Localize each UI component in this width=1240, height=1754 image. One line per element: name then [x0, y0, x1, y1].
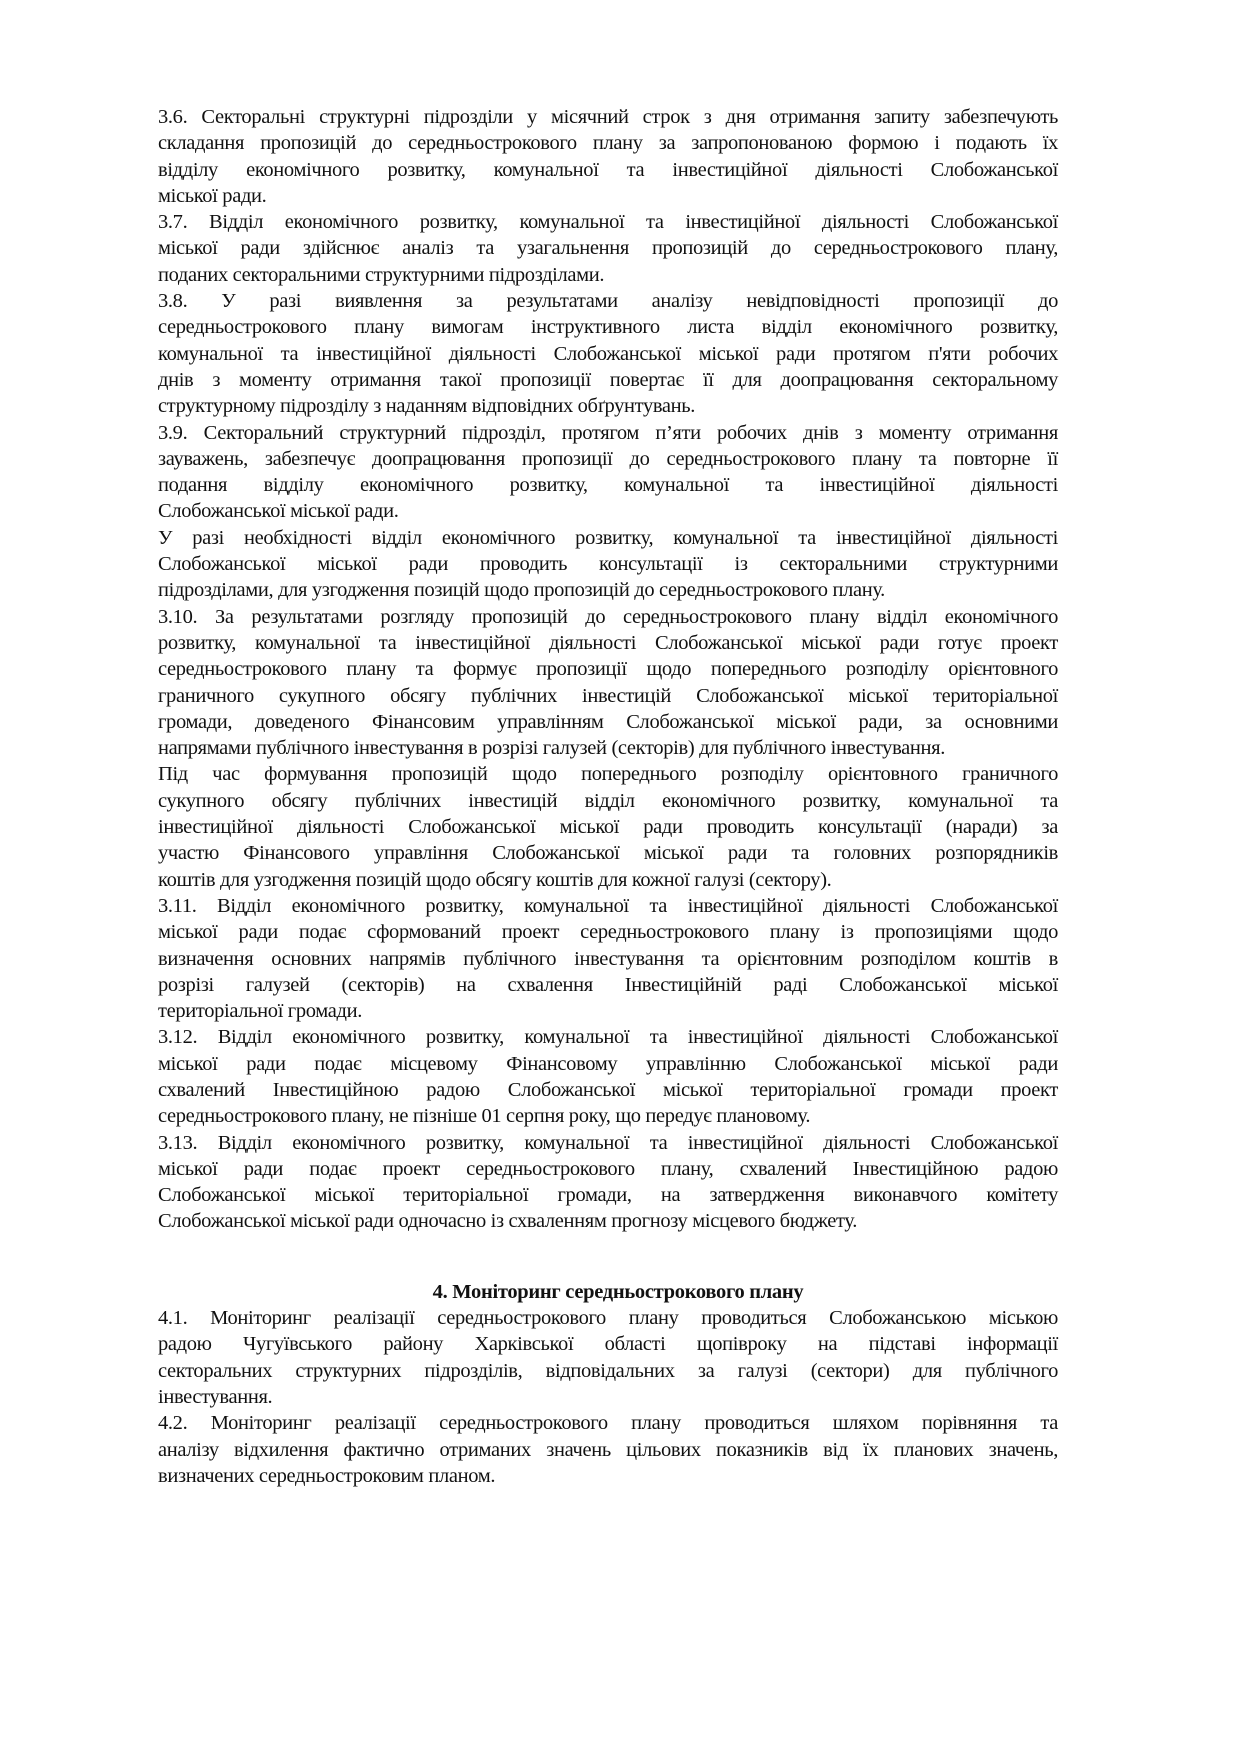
text-line: радою Чугуївського району Харківської області щопівроку на підставі інформації [158, 1333, 1058, 1356]
text-line: 3.10. За результатами розгляду пропозицій до середньострокового плану відділ економічного [158, 605, 1058, 628]
text-line: розрізі галузей (секторів) на схвалення Інвестиційній раді Слобожанської міської [158, 973, 1058, 996]
text-line: розвитку, комунальної та інвестиційної діяльності Слобожанської міської ради готує проект [158, 631, 1058, 654]
text-line: Під час формування пропозицій щодо попереднього розподілу орієнтовного граничного [158, 763, 1058, 786]
text-line: 4.1. Моніторинг реалізації середньострокового плану проводиться Слобожанською міською [158, 1307, 1058, 1330]
text-line: міської ради. [158, 184, 267, 207]
text-line: визначених середньостроковим планом. [158, 1464, 496, 1487]
text-line: комунальної та інвестиційної діяльності Слобожанської міської ради протягом п'яти робочих [158, 342, 1058, 365]
paragraph [158, 1305, 1058, 1410]
text-line: складання пропозицій до середньострокового плану за запропонованою формою і подають їх [158, 132, 1058, 155]
text-line: 3.8. У разі виявлення за результатами аналізу невідповідності пропозиції до [158, 290, 1058, 313]
text-line: Слобожанської міської ради. [158, 500, 399, 523]
text-line: 3.6. Секторальні структурні підрозділи у місячний строк з дня отримання запиту забезпечують [158, 106, 1058, 128]
text-line: Слобожанської міської ради проводить консультації із секторальними структурними [158, 553, 1058, 576]
text-line: міської ради здійснює аналіз та узагальнення пропозицій до середньострокового плану, [158, 237, 1058, 260]
text-line: 3.11. Відділ економічного розвитку, комунальної та інвестиційної діяльності Слобожанської [158, 894, 1058, 917]
text-line: сукупного обсягу публічних інвестицій відділ економічного розвитку, комунальної та [158, 789, 1058, 812]
paragraph [158, 288, 1058, 419]
text-line: 4.2. Моніторинг реалізації середньострокового плану проводиться шляхом порівняння та [158, 1412, 1058, 1435]
text-line: участю Фінансового управління Слобожанської міської ради та головних розпорядників [158, 842, 1058, 865]
paragraph [158, 1410, 1058, 1489]
text-line: середньострокового плану вимогам інструктивного листа відділ економічного розвитку, [158, 316, 1058, 339]
text-line: 3.12. Відділ економічного розвитку, комунальної та інвестиційної діяльності Слобожанської [158, 1026, 1058, 1049]
text-line: поданих секторальними структурними підрозділами. [158, 263, 605, 286]
text-line: інвестиційної діяльності Слобожанської міської ради проводить консультації (наради) за [158, 816, 1058, 839]
text-line: напрямами публічного інвестування в розрізі галузей (секторів) для публічного інвестування. [158, 737, 945, 760]
section-4-heading: 4. Моніторинг середньострокового плану [432, 1280, 804, 1303]
text-line: підрозділами, для узгодження позицій щодо пропозицій до середньострокового плану. [158, 579, 885, 602]
paragraph [158, 525, 1058, 604]
text-line: інвестування. [158, 1385, 273, 1408]
paragraph [158, 761, 1058, 892]
paragraph [158, 209, 1058, 288]
text-line: визначення основних напрямів публічного інвестування та орієнтовним розподілом коштів в [158, 947, 1058, 970]
text-line: граничного сукупного обсягу публічних інвестицій Слобожанської міської територіальної [158, 684, 1058, 707]
paragraph [158, 104, 1058, 209]
paragraph [158, 420, 1058, 525]
section-4 [158, 1305, 1058, 1489]
paragraph [158, 1024, 1058, 1129]
paragraph [158, 1130, 1058, 1235]
text-line: схвалений Інвестиційною радою Слобожанської міської територіальної громади проект [158, 1078, 1058, 1101]
text-line: середньострокового плану, не пізніше 01 серпня року, що передує плановому. [158, 1105, 811, 1128]
text-line: подання відділу економічного розвитку, комунальної та інвестиційної діяльності [158, 474, 1058, 497]
section-3 [158, 104, 1058, 1235]
text-line: Слобожанської міської територіальної громади, на затвердження виконавчого комітету [158, 1184, 1058, 1207]
text-line: відділу економічного розвитку, комунальної та інвестиційної діяльності Слобожанської [158, 158, 1058, 181]
text-line: міської ради подає місцевому Фінансовому управлінню Слобожанської міської ради [158, 1052, 1058, 1075]
text-line: міської ради подає проект середньострокового плану, схвалений Інвестиційною радою [158, 1157, 1058, 1180]
paragraph [158, 893, 1058, 1024]
text-line: середньострокового плану та формує пропозиції щодо попереднього розподілу орієнтовного [158, 658, 1058, 681]
text-line: коштів для узгодження позицій щодо обсягу коштів для кожної галузі (сектору). [158, 868, 832, 891]
text-line: 3.13. Відділ економічного розвитку, комунальної та інвестиційної діяльності Слобожанської [158, 1131, 1058, 1154]
text-line: днів з моменту отримання такої пропозиції повертає її для доопрацювання секторальному [158, 368, 1058, 391]
text-line: зауважень, забезпечує доопрацювання пропозиції до середньострокового плану та повторне її [158, 447, 1058, 470]
document-page [158, 104, 1058, 1489]
text-line: 3.9. Секторальний структурний підрозділ, протягом п’яти робочих днів з моменту отримання [158, 421, 1058, 444]
text-line: структурному підрозділу з наданням відповідних обґрунтувань. [158, 395, 696, 418]
text-line: секторальних структурних підрозділів, відповідальних за галузі (сектори) для публічного [158, 1359, 1058, 1382]
section-gap [158, 1235, 1058, 1279]
text-line: Слобожанської міської ради одночасно із схваленням прогнозу місцевого бюджету. [158, 1210, 857, 1233]
paragraph [158, 604, 1058, 762]
text-line: У разі необхідності відділ економічного розвитку, комунальної та інвестиційної діяльності [158, 526, 1058, 549]
text-line: міської ради подає сформований проект середньострокового плану із пропозиціями щодо [158, 921, 1058, 944]
text-line: аналізу відхилення фактично отриманих значень цільових показників від їх планових значень, [158, 1438, 1058, 1461]
text-line: 3.7. Відділ економічного розвитку, комунальної та інвестиційної діяльності Слобожанської [158, 211, 1058, 234]
text-line: громади, доведеного Фінансовим управлінням Слобожанської міської ради, за основними [158, 710, 1058, 733]
text-line: територіальної громади. [158, 1000, 362, 1023]
